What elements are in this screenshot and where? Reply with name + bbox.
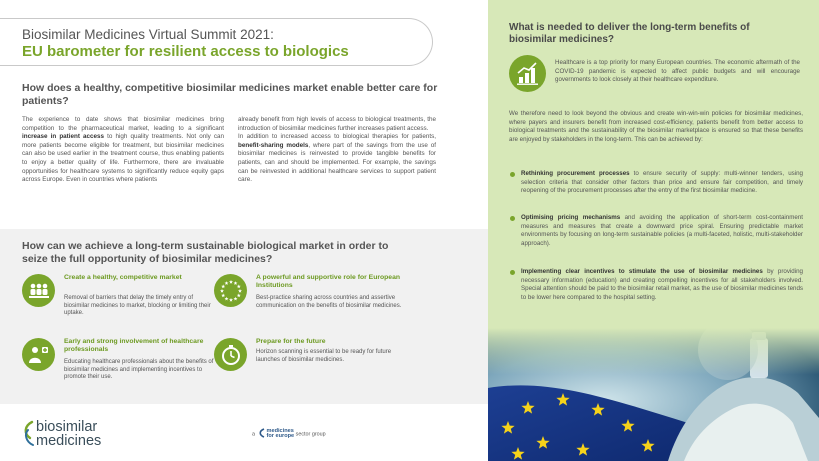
section1-text-a1: The experience to date shows that biosimilar medicines bring competition to the pharmaceutical market, leading to a significant [22,116,224,132]
star-icon [238,288,242,292]
logo-swoosh-icon [22,420,36,448]
star-icon [229,279,233,283]
mfe-line1: medicines [266,427,294,434]
star-icon [229,297,233,301]
feature-text: Horizon scanning is essential to be ready for future launches of biosimilar medicines. [256,349,392,363]
section1-column-b [238,116,436,185]
section1-heading: How does a healthy, competitive biosimilar medicines market enable better care for patients? [22,82,438,107]
bullet-dot [510,216,515,221]
star-icon [221,284,225,288]
bullet-body: and avoiding the application of short-term cost-containment measures and measures that create a downward price spiral. Ensuring predictable market environments by focusing on long-term sustainable policies (a multi-faceted, holistic, multi-stakeholder approach). [521,214,803,247]
section1-text-b1: already benefit from high levels of access to biological treatments, the introduction of biosimilar medicines further increases patient access. [238,116,436,132]
bullet-text [521,214,803,248]
eu-stars-icon [214,274,247,307]
mfe-name [267,429,295,440]
right-intro: Healthcare is a top priority for many European countries. The economic aftermath of the COVID-19 pandemic is expected to affect public budgets and will encourage governments to look closely at their healthcare expenditure. [555,59,800,84]
growth-chart-icon [509,55,546,92]
feature-healthcare-professionals [22,338,212,398]
bullet-text [521,268,803,302]
photo-illustration [488,328,819,461]
mfe-swoosh-icon [259,428,265,438]
feature-text: Educating healthcare professionals about the benefits of biosimilar medicines and implementing incentives to promote their use. [64,359,214,381]
feature-text: Removal of barriers that delay the timely entry of biosimilar medicines to market, blocking or limiting their uptake. [64,295,211,317]
feature-title: Create a healthy, competitive market [64,274,182,281]
logo-text-line2: medicines [36,433,102,449]
star-icon [221,293,225,297]
mfe-line2: for europe [266,433,295,439]
feature-title: A powerful and supportive role for European Institutions [256,274,401,289]
group-prefix: a [252,431,255,438]
bullet-body: to ensure security of supply: multi-winner tenders, using selection criteria that consider other factors than price and ensure fair competition, and timely reopening of the procurement processes after the entry of the first biosimilar medicine. [521,170,803,195]
feature-european-institutions [214,274,404,334]
section1-paragraph-b2 [238,133,436,185]
star-icon [224,281,228,285]
right-paragraph: We therefore need to look beyond the obvious and create win-win-win policies for biosimilar medicines, where payers and insurers benefit from increased cost-efficiency, patients benefit from better access to biological treatments and the sustainability of the biosimilar marketplace is ensured so that these benefits are enjoyed by stakeholders in the long-term. This can be achieved by: [509,110,803,143]
section1-bold-a: increase in patient access [22,133,105,141]
group-suffix: sector group [295,431,326,438]
star-icon [236,284,240,288]
stopwatch-icon [214,338,247,371]
bullet-bold: Optimising pricing mechanisms [521,214,621,221]
feature-title: Prepare for the future [256,338,326,345]
star-icon [220,288,224,292]
feature-text: Best-practice sharing across countries and assertive communication on the benefits of biosimilar medicines. [256,295,402,309]
section1-column-a [22,116,224,185]
bullet-bold: Rethinking procurement processes [521,170,630,177]
feature-healthy-market [22,274,212,334]
star-icon [224,296,228,300]
people-icon [22,274,55,307]
summit-title: Biosimilar Medicines Virtual Summit 2021: [22,27,274,42]
star-icon [236,293,240,297]
feature-prepare-future [214,338,404,398]
sector-group-credit [252,428,326,440]
star-icon [233,281,237,285]
section1-text-b3: , where part of the savings from the use of biosimilar medicines is reinvested to provide tangible benefits for patients, can and should be implemented. For example, the savings can be reinvested in additional healthcare services to support patient care. [238,141,436,184]
bullet-body: by providing necessary information (education) and creating compelling incentives for all stakeholders involved. Special attention should be paid to the biosimilar retail market, as the use of biosimilar medicines tends to be lower here compared to the hospital setting. [521,268,803,301]
feature-title: Early and strong involvement of healthcare professionals [64,338,204,353]
right-heading: What is needed to deliver the long-term benefits of biosimilar medicines? [509,22,750,45]
star-icon [233,296,237,300]
bullet-text [521,170,803,196]
bullet-bold: Implementing clear incentives to stimulate the use of biosimilar medicines [521,268,763,275]
bullet-dot [510,270,515,275]
section1-text-b2: In addition to increased access to biological therapies for patients, [238,133,436,141]
section1-bold-b: benefit-sharing models [238,141,309,149]
summit-subtitle: EU barometer for resilient access to biologics [22,43,349,60]
medicines-for-europe-logo [259,428,265,440]
logo-text-line1: biosimilar [36,419,98,435]
bullet-dot [510,172,515,177]
section2-heading: How can we achieve a long-term sustainable biological market in order to seize the full opportunity of biosimilar medicines? [22,240,389,265]
eu-flag-lab-photo [488,328,819,461]
healthcare-professional-icon [22,338,55,371]
section1-text-a2: to high quality treatments. Not only can more patients become eligible for treatment, but biosimilar medicines can also be used earlier in the treatment course, thus enabling patients to enjoy a better quality of life. Furthermore, there are invaluable opportunities for healthcare systems to significantly reduce equity gaps across Europe. Even in countries where patients [22,133,224,184]
